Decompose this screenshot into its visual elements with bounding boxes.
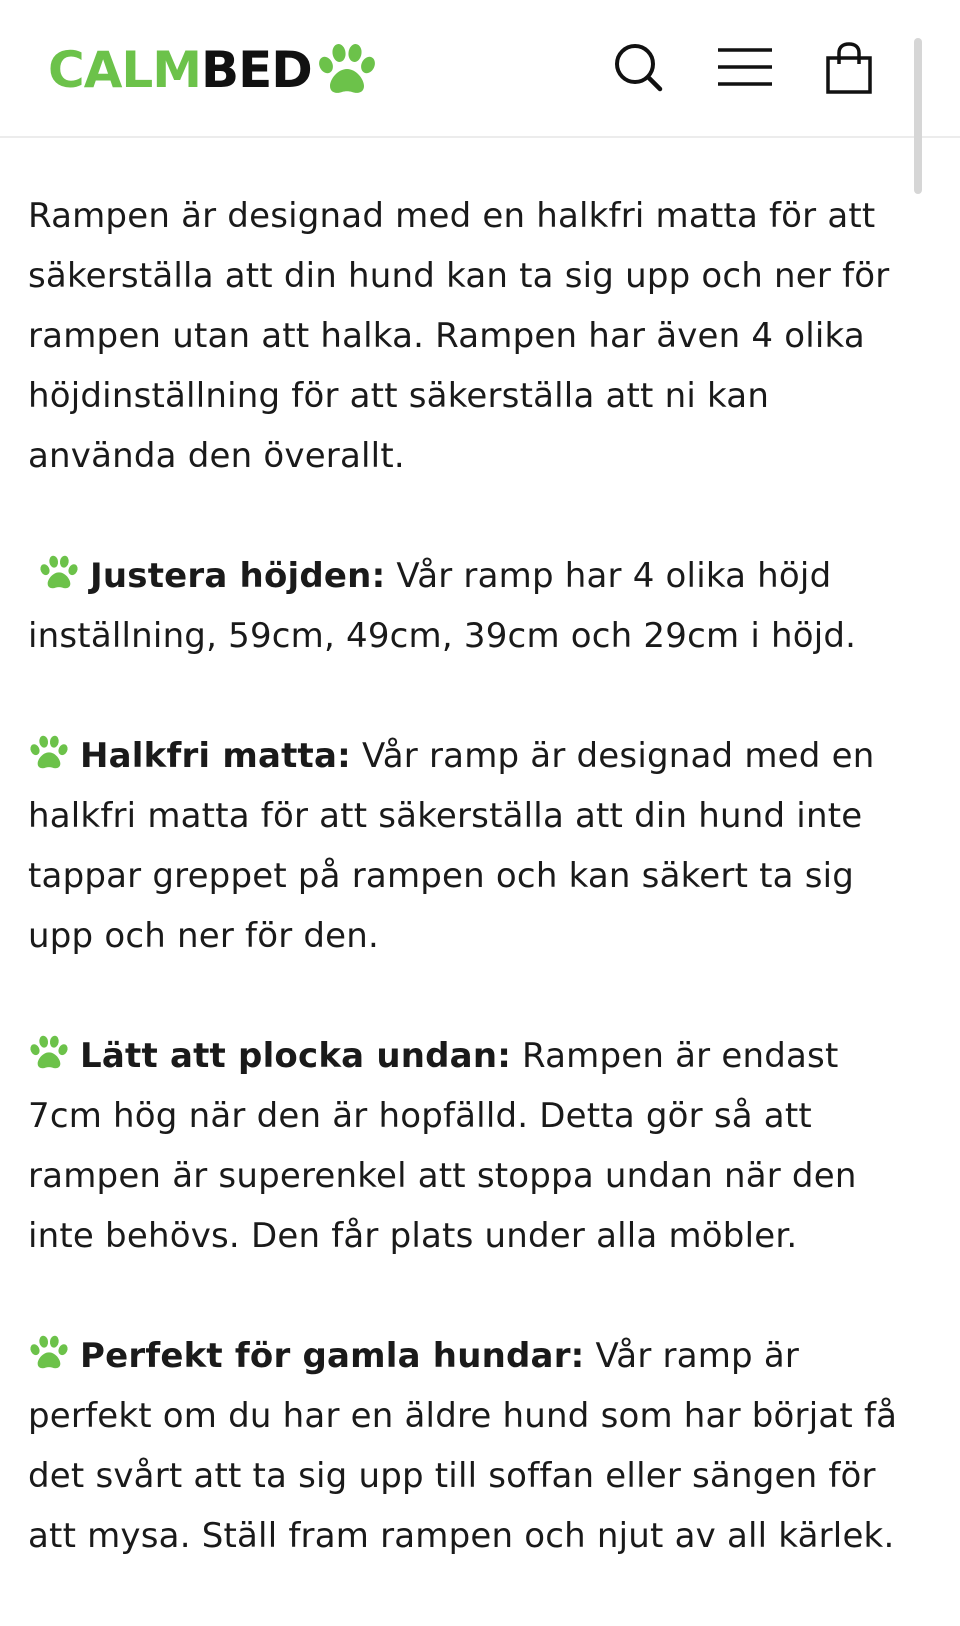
feature-easy-storage [28, 1026, 918, 1266]
feature-title: Halkfri matta: [80, 736, 351, 776]
feature-text: Vår ramp har 4 olika höjd inställning, 59cm, 49cm, 39cm och 29cm i höjd. [28, 556, 857, 656]
feature-adjust-height [28, 546, 918, 666]
shopping-bag-icon[interactable] [820, 40, 876, 96]
feature-title: Justera höjden: [90, 556, 386, 596]
logo-text-calm: CALM [48, 41, 202, 99]
paw-icon [28, 735, 70, 771]
feature-text: Vår ramp är designad med en halkfri matta för att säkerställa att din hund inte tappar greppet på rampen och kan säkert ta sig upp och ner för den. [28, 736, 875, 956]
feature-text: Rampen är endast 7cm hög när den är hopfälld. Detta gör så att rampen är superenkel att stoppa undan när den inte behövs. Den får plats under alla möbler. [28, 1036, 857, 1256]
search-icon[interactable] [610, 40, 666, 96]
feature-non-slip-mat [28, 726, 918, 966]
feature-title: Perfekt för gamla hundar: [80, 1336, 585, 1376]
site-header [0, 0, 960, 138]
paw-icon [28, 1035, 70, 1071]
scrollbar[interactable] [914, 38, 922, 194]
menu-icon[interactable] [714, 40, 776, 96]
feature-old-dogs [28, 1326, 918, 1566]
product-description [28, 186, 918, 1626]
logo-text-bed: BED [201, 41, 312, 99]
feature-text: Vår ramp är perfekt om du har en äldre hund som har börjat få det svårt att ta sig upp till soffan eller sängen för att mysa. Ställ fram rampen och njut av all kärlek. [28, 1336, 898, 1556]
calmbed-logo[interactable] [48, 38, 378, 102]
paw-icon [28, 1335, 70, 1371]
feature-title: Lätt att plocka undan: [80, 1036, 512, 1076]
paw-icon [38, 555, 80, 591]
intro-paragraph: Rampen är designad med en halkfri matta för att säkerställa att din hund kan ta sig upp och ner för rampen utan att halka. Rampen har även 4 olika höjdinställning för att säkerställa att ni kan använda den överallt. [28, 196, 890, 476]
paw-icon [316, 41, 378, 99]
